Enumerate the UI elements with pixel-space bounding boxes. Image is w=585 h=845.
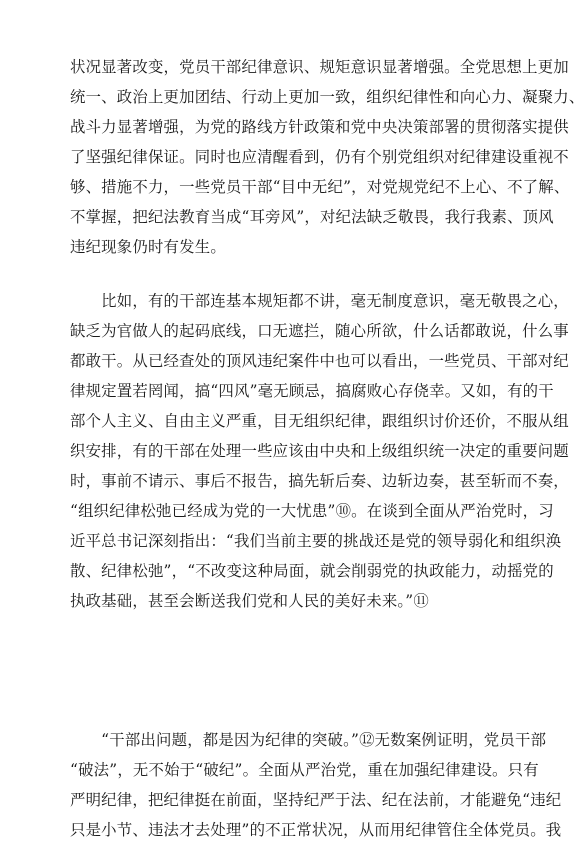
text-line: 缺乏为官做人的起码底线，口无遮拦，随心所欲，什么话都敢说，什么事 <box>70 322 569 340</box>
text-line: 近平总书记深刻指出：“我们当前主要的挑战还是党的领导弱化和组织涣 <box>70 532 562 550</box>
text-line: 够、措施不力，一些党员干部“目中无纪”，对党规党纪不上心、不了解、 <box>70 178 570 196</box>
text-line: 时，事前不请示、事后不报告，搞先斩后奏、边斩边奏，甚至斩而不奏， <box>70 472 569 490</box>
text-line: 统一、政治上更加团结、行动上更加一致，组织纪律性和向心力、凝聚力、 <box>70 88 585 106</box>
text-line: 部个人主义、自由主义严重，目无组织纪律，跟组织讨价还价，不服从组 <box>70 412 569 430</box>
paragraph-2 <box>70 286 569 616</box>
text-line: 了坚强纪律保证。同时也应清醒看到，仍有个别党组织对纪律建设重视不 <box>70 148 569 166</box>
text-line: 状况显著改变，党员干部纪律意识、规矩意识显著增强。全党思想上更加 <box>70 58 569 76</box>
text-line: 律规定置若罔闻，搞“四风”毫无顾忌，搞腐败心存侥幸。又如，有的干 <box>70 382 554 400</box>
text-line: 执政基础，甚至会断送我们党和人民的美好未来。”⑪ <box>70 592 429 610</box>
text-line: 比如，有的干部连基本规矩都不讲，毫无制度意识，毫无敬畏之心， <box>70 292 569 310</box>
text-line: 都敢干。从已经查处的顶风违纪案件中也可以看出，一些党员、干部对纪 <box>70 352 569 370</box>
text-line: 战斗力显著增强，为党的路线方针政策和党中央决策部署的贯彻落实提供 <box>70 118 569 136</box>
paragraph-3 <box>70 725 562 845</box>
text-line: “组织纪律松弛已经成为党的一大忧患”⑩。在谈到全面从严治党时，习 <box>70 502 554 520</box>
text-line: 严明纪律，把纪律挺在前面，坚持纪严于法、纪在法前，才能避免“违纪 <box>70 791 562 809</box>
text-line: “干部出问题，都是因为纪律的突破。”⑫无数案例证明，党员干部 <box>70 731 547 749</box>
text-line: “破法”，无不始于“破纪”。全面从严治党，重在加强纪律建设。只有 <box>70 761 539 779</box>
text-line: 违纪现象仍时有发生。 <box>70 238 226 256</box>
text-line: 只是小节、违法才去处理”的不正常状况，从而用纪律管住全体党员。我 <box>70 821 562 839</box>
text-line: 不掌握，把纪法教育当成“耳旁风”，对纪法缺乏敬畏，我行我素、顶风 <box>70 208 554 226</box>
text-line: 散、纪律松弛”，“不改变这种局面，就会削弱党的执政能力，动摇党的 <box>70 562 554 580</box>
text-line: 织安排，有的干部在处理一些应该由中央和上级组织统一决定的重要问题 <box>70 442 569 460</box>
paragraph-1 <box>70 52 585 262</box>
